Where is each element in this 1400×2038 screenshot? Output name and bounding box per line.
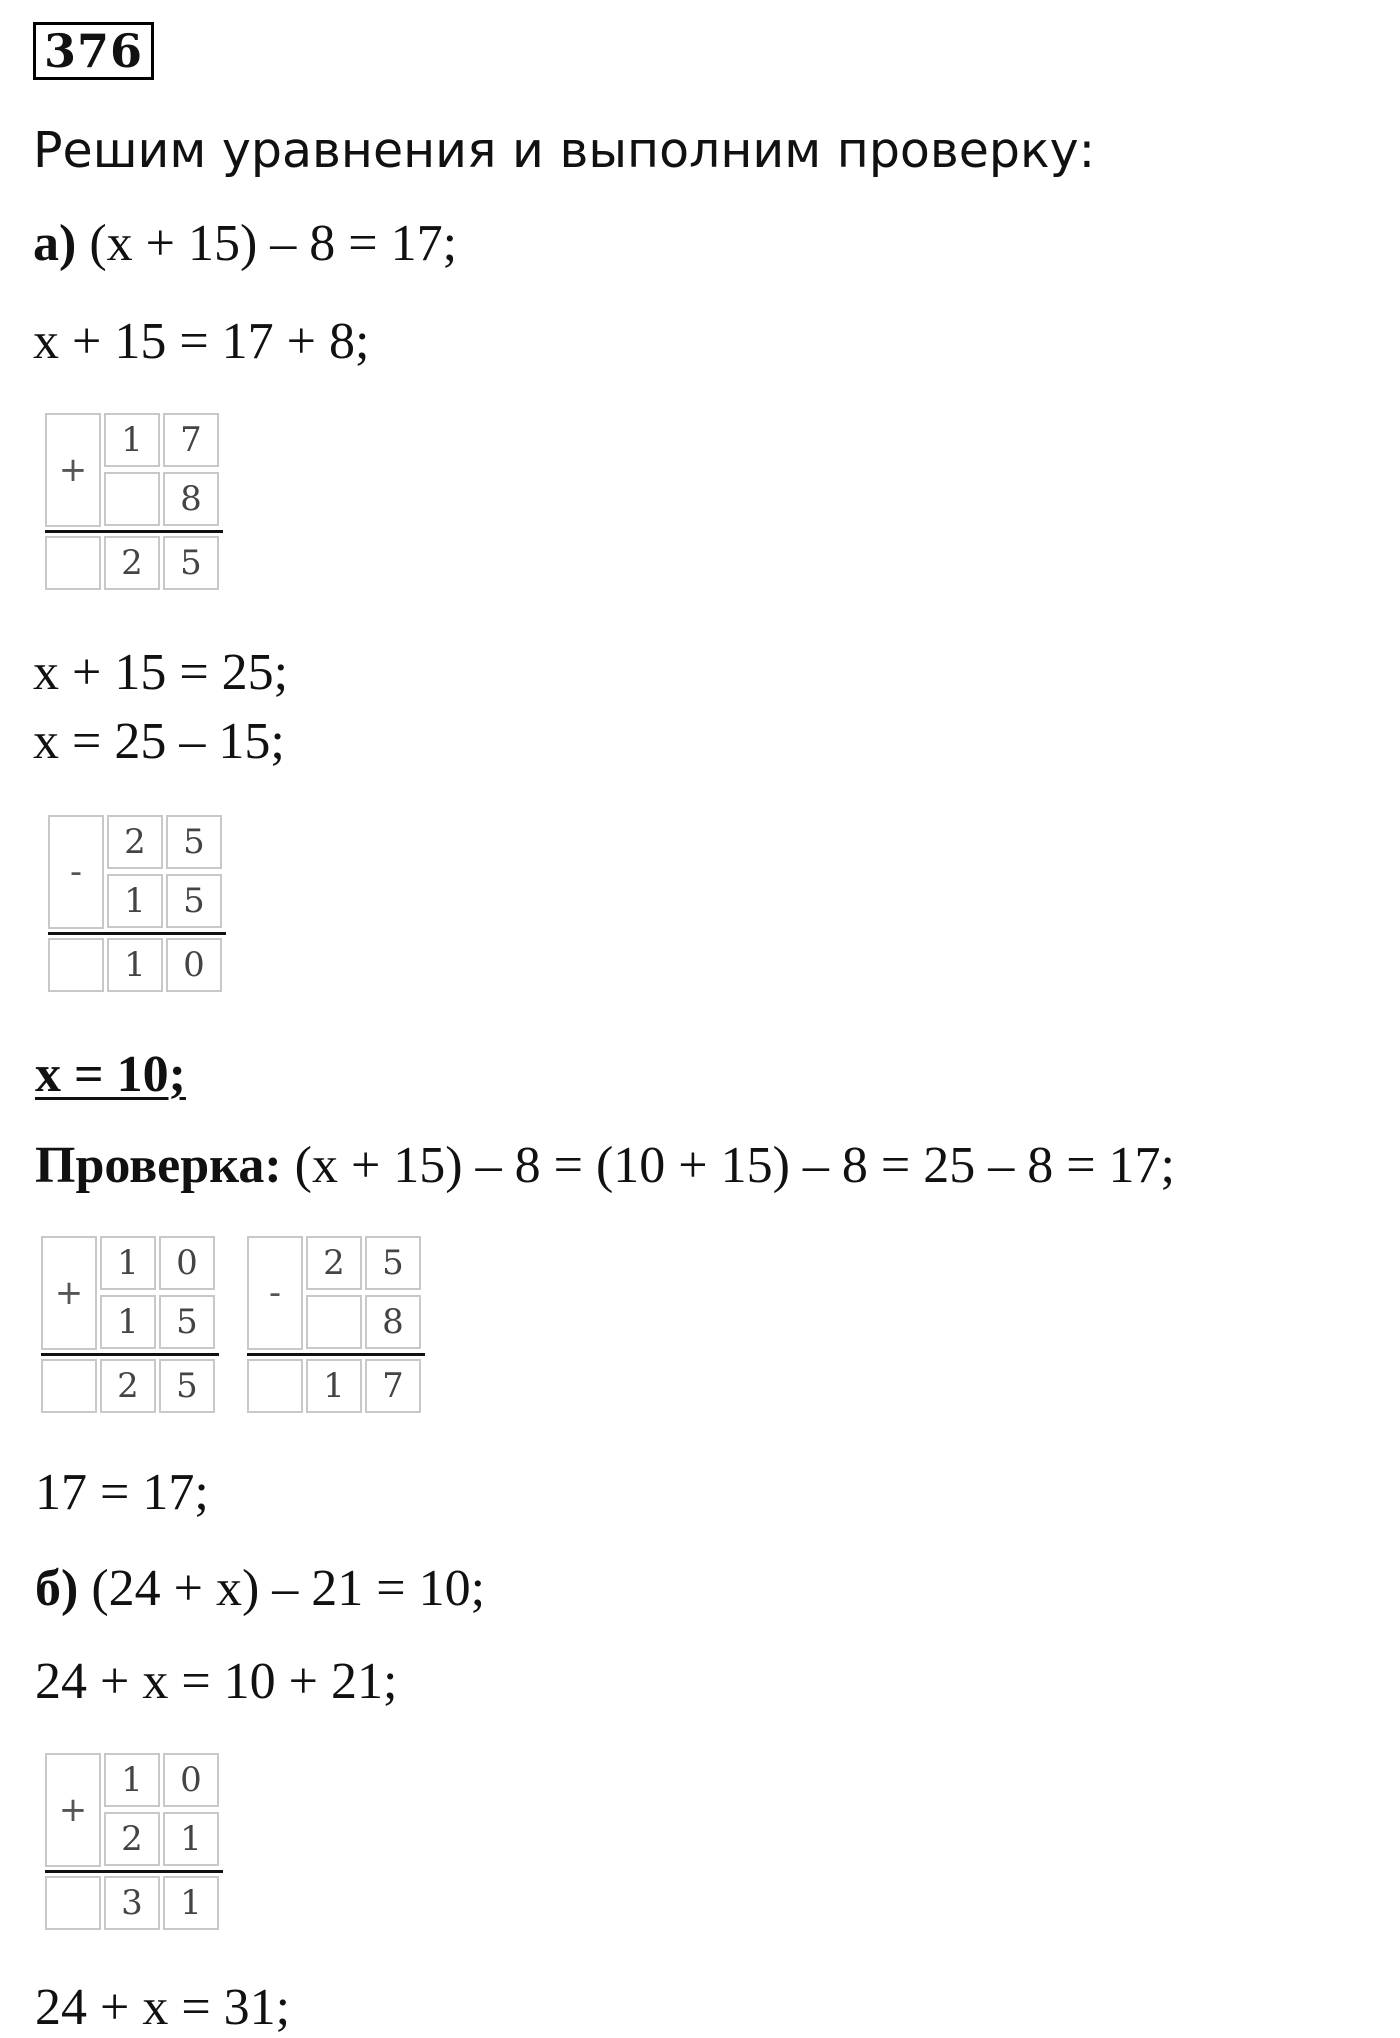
part-a-step2: x + 15 = 25; xyxy=(33,644,289,701)
calc-underline xyxy=(45,530,223,533)
part-a-answer xyxy=(35,1045,186,1105)
calc-cell xyxy=(104,472,160,526)
calc-cell: 5 xyxy=(163,536,219,590)
calc-cell xyxy=(48,938,104,992)
check-result: 17 = 17; xyxy=(35,1464,209,1521)
calc-cell: 2 xyxy=(100,1359,156,1413)
part-a-equation xyxy=(33,214,457,274)
check-expression: (x + 15) – 8 = (10 + 15) – 8 = 25 – 8 = 17; xyxy=(294,1137,1175,1194)
calc-sign: + xyxy=(45,1753,101,1867)
part-a-check xyxy=(35,1136,1175,1196)
calc-underline xyxy=(41,1353,219,1356)
calc-cell: 0 xyxy=(166,938,222,992)
calc-cell: 2 xyxy=(306,1236,362,1290)
calc-cell: 1 xyxy=(100,1236,156,1290)
calc-underline xyxy=(247,1353,425,1356)
calc-sign: + xyxy=(45,413,101,527)
calc-cell: 8 xyxy=(365,1295,421,1349)
calc-cell: 5 xyxy=(159,1295,215,1349)
calc-cell: 5 xyxy=(166,874,222,928)
part-a-step1: x + 15 = 17 + 8; xyxy=(33,313,370,370)
calc-sign: + xyxy=(41,1236,97,1350)
calc-cell: 1 xyxy=(104,1753,160,1807)
calc-cell xyxy=(41,1359,97,1413)
calc-cell: 7 xyxy=(163,413,219,467)
calc-cell: 1 xyxy=(104,413,160,467)
calc-cell: 7 xyxy=(365,1359,421,1413)
calc-cell: 2 xyxy=(107,815,163,869)
task-number-box: 376 xyxy=(33,22,154,80)
calc-cell: 1 xyxy=(306,1359,362,1413)
calc-cell xyxy=(247,1359,303,1413)
calc-sign: - xyxy=(247,1236,303,1350)
part-b-step1: 24 + x = 10 + 21; xyxy=(35,1653,398,1710)
calc-cell xyxy=(306,1295,362,1349)
calc-cell: 2 xyxy=(104,1812,160,1866)
calc-cell: 1 xyxy=(100,1295,156,1349)
calc-cell: 5 xyxy=(166,815,222,869)
answer-text: x = 10; xyxy=(35,1046,186,1103)
check-label: Проверка: xyxy=(35,1137,282,1194)
calc-cell: 1 xyxy=(163,1876,219,1930)
calc-cell: 1 xyxy=(163,1812,219,1866)
calc-sign: - xyxy=(48,815,104,929)
calc-cell xyxy=(45,1876,101,1930)
calc-cell: 1 xyxy=(107,938,163,992)
part-a-label: а) xyxy=(33,215,77,272)
calc-underline xyxy=(45,1870,223,1873)
part-b-equation-text: (24 + x) – 21 = 10; xyxy=(91,1560,486,1617)
calc-cell: 0 xyxy=(159,1236,215,1290)
calc-underline xyxy=(48,932,226,935)
calc-cell: 5 xyxy=(365,1236,421,1290)
calc-cell: 0 xyxy=(163,1753,219,1807)
part-a-step3: x = 25 – 15; xyxy=(33,713,285,770)
calc-cell: 2 xyxy=(104,536,160,590)
calc-cell xyxy=(45,536,101,590)
calc-cell: 3 xyxy=(104,1876,160,1930)
intro-text: Решим уравнения и выполним проверку: xyxy=(33,122,1096,179)
part-b-equation xyxy=(35,1559,485,1619)
calc-cell: 1 xyxy=(107,874,163,928)
calc-cell: 5 xyxy=(159,1359,215,1413)
part-a-equation-text: (x + 15) – 8 = 17; xyxy=(89,215,458,272)
part-b-step2: 24 + x = 31; xyxy=(35,1979,291,2036)
part-b-label: б) xyxy=(35,1560,79,1617)
calc-cell: 8 xyxy=(163,472,219,526)
